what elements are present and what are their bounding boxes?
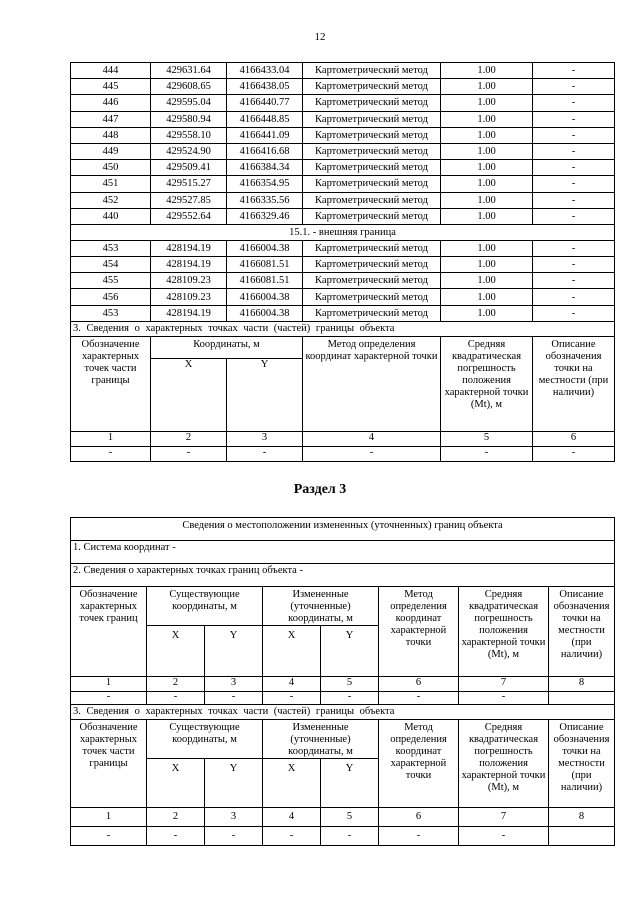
table-row xyxy=(71,143,615,159)
header-x: X xyxy=(151,358,227,431)
subheader-row xyxy=(71,224,615,240)
empty-cell xyxy=(549,692,615,705)
empty-row xyxy=(71,446,615,461)
error: 1.00 xyxy=(441,257,533,273)
description: - xyxy=(533,160,615,176)
error: 1.00 xyxy=(441,79,533,95)
point-number: 456 xyxy=(71,289,151,305)
empty-cell: - xyxy=(71,827,147,846)
table-row xyxy=(71,176,615,192)
table-row xyxy=(71,192,615,208)
header-error: Средняя квадратическая погрешность положения характерной точки (Mt), м xyxy=(441,336,533,431)
col-number: 3 xyxy=(205,808,263,827)
y-coordinate: 4166440.77 xyxy=(227,95,303,111)
header-error: Средняя квадратическая погрешность положения характерной точки (Mt), м xyxy=(459,587,549,677)
empty-cell: - xyxy=(263,827,321,846)
empty-cell: - xyxy=(71,692,147,705)
header-designation: Обозначение характерных точек части границы xyxy=(71,336,151,431)
empty-cell: - xyxy=(205,692,263,705)
empty-cell: - xyxy=(321,692,379,705)
y-coordinate: 4166081.51 xyxy=(227,257,303,273)
error: 1.00 xyxy=(441,143,533,159)
x-coordinate: 429631.64 xyxy=(151,63,227,79)
y-coordinate: 4166004.38 xyxy=(227,240,303,256)
table-row xyxy=(71,95,615,111)
col-number: 2 xyxy=(147,677,205,692)
error: 1.00 xyxy=(441,305,533,321)
header-error: Средняя квадратическая погрешность положения характерной точки (Mt), м xyxy=(459,720,549,808)
col-numbers-row xyxy=(71,431,615,446)
table-row xyxy=(71,305,615,321)
col-number: 1 xyxy=(71,677,147,692)
y-coordinate: 4166354.95 xyxy=(227,176,303,192)
point-number: 447 xyxy=(71,111,151,127)
col-number: 2 xyxy=(147,808,205,827)
table-row xyxy=(71,79,615,95)
method: Картометрический метод xyxy=(303,143,441,159)
method: Картометрический метод xyxy=(303,208,441,224)
description: - xyxy=(533,192,615,208)
table-row xyxy=(71,273,615,289)
method: Картометрический метод xyxy=(303,289,441,305)
error: 1.00 xyxy=(441,208,533,224)
header-description: Описание обозначения точки на местности (при наличии) xyxy=(533,336,615,431)
x-coordinate: 429527.85 xyxy=(151,192,227,208)
empty-cell xyxy=(549,827,615,846)
col-number: 2 xyxy=(151,431,227,446)
point-number: 444 xyxy=(71,63,151,79)
x-coordinate: 428194.19 xyxy=(151,305,227,321)
col-number: 4 xyxy=(263,677,321,692)
y-coordinate: 4166335.56 xyxy=(227,192,303,208)
section3-title: 3. Сведения о характерных точках части (частей) границы объекта xyxy=(71,705,615,720)
col-number: 5 xyxy=(441,431,533,446)
col-number: 6 xyxy=(379,677,459,692)
method: Картометрический метод xyxy=(303,192,441,208)
point-number: 450 xyxy=(71,160,151,176)
header-method: Метод определения координат характерной точки xyxy=(379,587,459,677)
description: - xyxy=(533,63,615,79)
empty-cell: - xyxy=(147,827,205,846)
col-number: 7 xyxy=(459,808,549,827)
empty-cell: - xyxy=(147,692,205,705)
y-coordinate: 4166081.51 xyxy=(227,273,303,289)
description: - xyxy=(533,257,615,273)
method: Картометрический метод xyxy=(303,240,441,256)
header-coordinates: Координаты, м xyxy=(151,336,303,358)
point-number: 454 xyxy=(71,257,151,273)
coord-system: 1. Система координат - xyxy=(71,541,615,564)
x-coordinate: 429509.41 xyxy=(151,160,227,176)
section3-row xyxy=(71,321,615,336)
description: - xyxy=(533,176,615,192)
table-row xyxy=(71,240,615,256)
x-coordinate: 429515.27 xyxy=(151,176,227,192)
error: 1.00 xyxy=(441,63,533,79)
description: - xyxy=(533,273,615,289)
method: Картометрический метод xyxy=(303,176,441,192)
empty-cell: - xyxy=(379,692,459,705)
header-existing: Существующие координаты, м xyxy=(147,587,263,626)
table-row xyxy=(71,257,615,273)
y-coordinate: 4166329.46 xyxy=(227,208,303,224)
error: 1.00 xyxy=(441,192,533,208)
error: 1.00 xyxy=(441,111,533,127)
point-number: 448 xyxy=(71,127,151,143)
header-description: Описание обозначения точки на местности (при наличии) xyxy=(549,720,615,808)
points-title: 2. Сведения о характерных точках границ объекта - xyxy=(71,564,615,587)
header-designation: Обозначение характерных точек границ xyxy=(71,587,147,677)
method: Картометрический метод xyxy=(303,111,441,127)
method: Картометрический метод xyxy=(303,95,441,111)
method: Картометрический метод xyxy=(303,273,441,289)
header-x: X xyxy=(147,626,205,677)
point-number: 453 xyxy=(71,240,151,256)
empty-cell: - xyxy=(441,446,533,461)
y-coordinate: 4166004.38 xyxy=(227,289,303,305)
y-coordinate: 4166441.09 xyxy=(227,127,303,143)
header-x: X xyxy=(147,759,205,808)
header-description: Описание обозначения точки на местности (при наличии) xyxy=(549,587,615,677)
x-coordinate: 429580.94 xyxy=(151,111,227,127)
col-numbers-row-a xyxy=(71,677,615,692)
header-existing: Существующие координаты, м xyxy=(147,720,263,759)
header-changed: Измененные (уточненные) координаты, м xyxy=(263,587,379,626)
col-number: 1 xyxy=(71,808,147,827)
y-coordinate: 4166438.05 xyxy=(227,79,303,95)
y-coordinate: 4166416.68 xyxy=(227,143,303,159)
header-x: X xyxy=(263,759,321,808)
y-coordinate: 4166448.85 xyxy=(227,111,303,127)
x-coordinate: 429552.64 xyxy=(151,208,227,224)
table-row xyxy=(71,63,615,79)
description: - xyxy=(533,79,615,95)
page-number: 12 xyxy=(314,31,326,43)
points-table xyxy=(70,62,615,462)
point-number: 440 xyxy=(71,208,151,224)
point-number: 451 xyxy=(71,176,151,192)
empty-cell: - xyxy=(71,446,151,461)
point-number: 453 xyxy=(71,305,151,321)
header-changed: Измененные (уточненные) координаты, м xyxy=(263,720,379,759)
col-number: 4 xyxy=(303,431,441,446)
method: Картометрический метод xyxy=(303,160,441,176)
empty-row-b xyxy=(71,827,615,846)
empty-row-a xyxy=(71,692,615,705)
table-row xyxy=(71,127,615,143)
x-coordinate: 429558.10 xyxy=(151,127,227,143)
description: - xyxy=(533,208,615,224)
header-y: Y xyxy=(321,759,379,808)
x-coordinate: 428194.19 xyxy=(151,257,227,273)
col-number: 1 xyxy=(71,431,151,446)
description: - xyxy=(533,240,615,256)
error: 1.00 xyxy=(441,176,533,192)
y-coordinate: 4166004.38 xyxy=(227,305,303,321)
col-numbers-row-b xyxy=(71,808,615,827)
col-number: 8 xyxy=(549,808,615,827)
empty-cell: - xyxy=(263,692,321,705)
empty-cell: - xyxy=(205,827,263,846)
description: - xyxy=(533,305,615,321)
error: 1.00 xyxy=(441,95,533,111)
error: 1.00 xyxy=(441,127,533,143)
description: - xyxy=(533,111,615,127)
point-number: 446 xyxy=(71,95,151,111)
y-coordinate: 4166384.34 xyxy=(227,160,303,176)
col-number: 3 xyxy=(227,431,303,446)
empty-cell: - xyxy=(151,446,227,461)
empty-cell: - xyxy=(303,446,441,461)
header-y: Y xyxy=(205,759,263,808)
error: 1.00 xyxy=(441,240,533,256)
empty-cell: - xyxy=(459,692,549,705)
col-number: 6 xyxy=(533,431,615,446)
empty-cell: - xyxy=(227,446,303,461)
header-y: Y xyxy=(227,358,303,431)
method: Картометрический метод xyxy=(303,79,441,95)
description: - xyxy=(533,143,615,159)
empty-cell: - xyxy=(379,827,459,846)
table-row xyxy=(71,289,615,305)
header-row-b xyxy=(71,720,615,759)
error: 1.00 xyxy=(441,289,533,305)
method: Картометрический метод xyxy=(303,63,441,79)
col-number: 3 xyxy=(205,677,263,692)
changed-boundaries-table xyxy=(70,517,615,846)
y-coordinate: 4166433.04 xyxy=(227,63,303,79)
section3-title: 3. Сведения о характерных точках части (частей) границы объекта xyxy=(71,321,615,336)
header-x: X xyxy=(263,626,321,677)
empty-cell: - xyxy=(321,827,379,846)
col-number: 8 xyxy=(549,677,615,692)
description: - xyxy=(533,127,615,143)
header-y: Y xyxy=(205,626,263,677)
error: 1.00 xyxy=(441,273,533,289)
error: 1.00 xyxy=(441,160,533,176)
empty-cell: - xyxy=(533,446,615,461)
col-number: 5 xyxy=(321,808,379,827)
table-row xyxy=(71,111,615,127)
method: Картометрический метод xyxy=(303,127,441,143)
x-coordinate: 428109.23 xyxy=(151,273,227,289)
x-coordinate: 428109.23 xyxy=(151,289,227,305)
point-number: 455 xyxy=(71,273,151,289)
col-number: 4 xyxy=(263,808,321,827)
table2-title: Сведения о местоположении измененных (уточненных) границ объекта xyxy=(71,518,615,541)
col-number: 6 xyxy=(379,808,459,827)
header-y: Y xyxy=(321,626,379,677)
point-number: 445 xyxy=(71,79,151,95)
point-number: 449 xyxy=(71,143,151,159)
x-coordinate: 429608.65 xyxy=(151,79,227,95)
table-row xyxy=(71,208,615,224)
method: Картометрический метод xyxy=(303,257,441,273)
empty-cell: - xyxy=(459,827,549,846)
x-coordinate: 429524.90 xyxy=(151,143,227,159)
header-row-a xyxy=(71,587,615,626)
header-row xyxy=(71,336,615,358)
boundary-subheader: 15.1. - внешняя граница xyxy=(71,224,615,240)
col-number: 5 xyxy=(321,677,379,692)
method: Картометрический метод xyxy=(303,305,441,321)
x-coordinate: 429595.04 xyxy=(151,95,227,111)
point-number: 452 xyxy=(71,192,151,208)
x-coordinate: 428194.19 xyxy=(151,240,227,256)
description: - xyxy=(533,289,615,305)
section-title: Раздел 3 xyxy=(293,482,347,497)
header-designation: Обозначение характерных точек части границы xyxy=(71,720,147,808)
table-row xyxy=(71,160,615,176)
col-number: 7 xyxy=(459,677,549,692)
header-method: Метод определения координат характерной точки xyxy=(303,336,441,431)
header-method: Метод определения координат характерной точки xyxy=(379,720,459,808)
description: - xyxy=(533,95,615,111)
